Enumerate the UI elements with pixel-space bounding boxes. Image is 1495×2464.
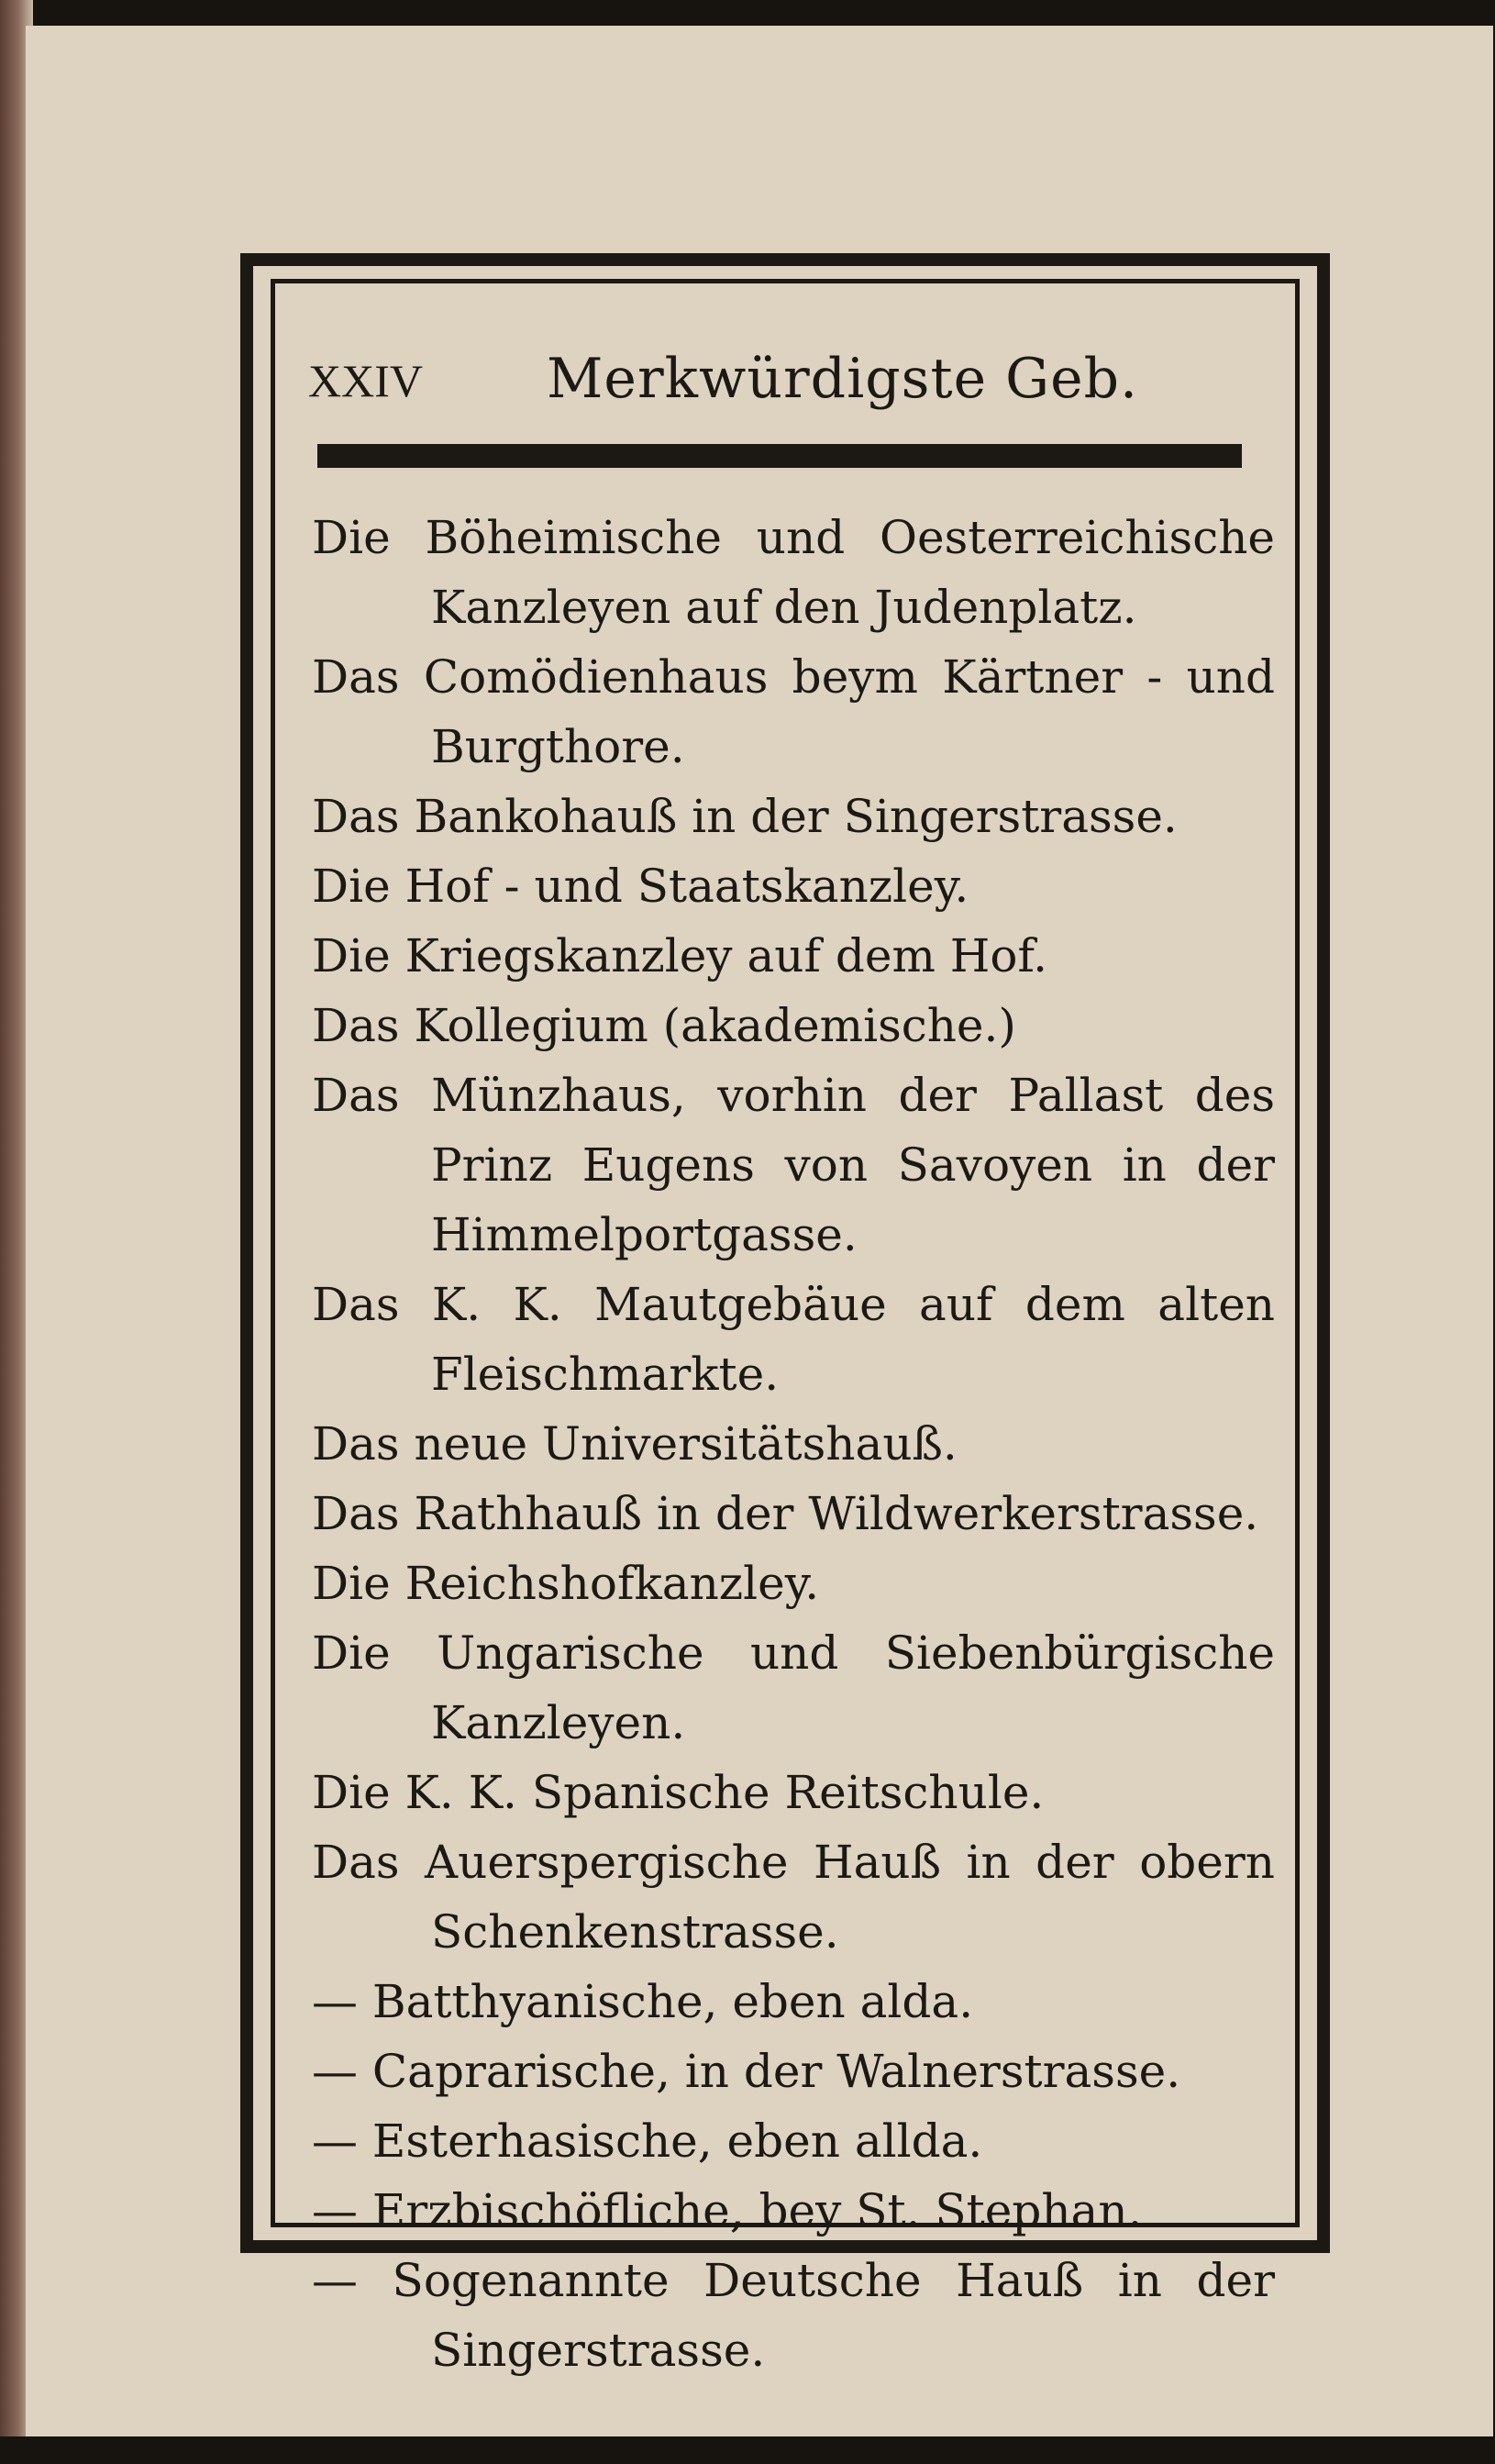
list-item: Das Auerspergische Hauß in der obern Schenkenstrasse. xyxy=(312,1836,1275,1959)
list-item: Die Reichshofkanzley. xyxy=(312,1557,820,1610)
list-item: Das neue Universitätshauß. xyxy=(312,1417,958,1471)
list-item: Die Kriegskanzley auf dem Hof. xyxy=(312,929,1048,982)
page-header xyxy=(308,347,1262,420)
list-item: Das Kollegium (akademische.) xyxy=(312,999,1016,1052)
list-item: Das K. K. Mautgebäue auf dem alten Fleischmarkte. xyxy=(312,1278,1275,1401)
page-number: XXIV xyxy=(308,355,423,406)
list-item: Das Münzhaus, vorhin der Pallast des Prinz Eugens von Savoyen in der Himmelportgasse. xyxy=(312,1069,1275,1261)
building-list xyxy=(312,503,1275,2385)
list-item: Die Hof - und Staatskanzley. xyxy=(312,860,969,913)
list-item: — Batthyanische, eben alda. xyxy=(312,1975,974,2028)
list-item: Die Böheimische und Oesterreichische Kanzleyen auf den Judenplatz. xyxy=(312,511,1275,634)
list-item: — Esterhasische, eben allda. xyxy=(312,2114,983,2168)
running-title: Merkwürdigste Geb. xyxy=(547,347,1139,411)
header-rule xyxy=(317,444,1242,468)
list-item: — Erzbischöfliche, bey St. Stephan. xyxy=(312,2184,1143,2237)
list-item: Das Rathhauß in der Wildwerkerstrasse. xyxy=(312,1487,1259,1540)
list-item: Die Ungarische und Siebenbürgische Kanzleyen. xyxy=(312,1626,1275,1749)
list-item: Das Bankohauß in der Singerstrasse. xyxy=(312,790,1178,843)
list-item: — Sogenannte Deutsche Hauß in der Singerstrasse. xyxy=(312,2254,1275,2377)
list-item: Das Comödienhaus beym Kärtner - und Burgthore. xyxy=(312,650,1275,773)
list-item: — Caprarische, in der Walnerstrasse. xyxy=(312,2045,1181,2098)
list-item: Die K. K. Spanische Reitschule. xyxy=(312,1766,1045,1819)
